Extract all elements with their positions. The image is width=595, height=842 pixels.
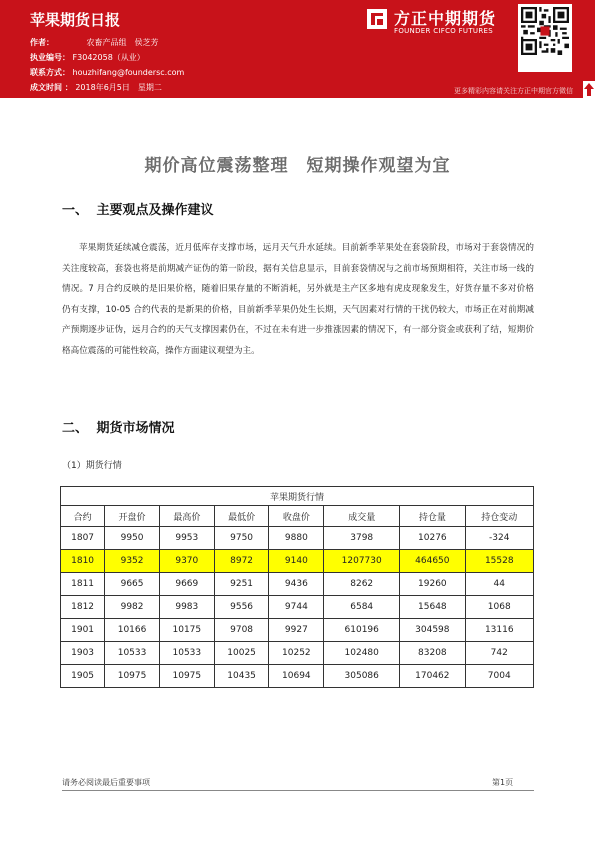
table-cell: 304598 <box>400 619 465 642</box>
table-cell: 1903 <box>61 642 105 665</box>
section-number: 一、 <box>62 203 89 218</box>
wechat-notice[interactable]: 更多精彩内容请关注方正中期官方微信 <box>454 87 573 95</box>
section-heading-1 <box>62 199 214 218</box>
table-cell: 10166 <box>105 619 160 642</box>
contact-value[interactable]: houzhifang@foundersc.com <box>72 68 185 77</box>
table-cell: 9665 <box>105 573 160 596</box>
table-cell: 15528 <box>465 550 533 573</box>
table-cell: 305086 <box>324 665 400 688</box>
table-cell: 9140 <box>269 550 324 573</box>
table-cell: 1901 <box>61 619 105 642</box>
logo-english-name: FOUNDER CIFCO FUTURES <box>394 27 493 35</box>
table-cell: 610196 <box>324 619 400 642</box>
table-cell: 10533 <box>159 642 214 665</box>
table-cell: 1905 <box>61 665 105 688</box>
table-cell: 9708 <box>214 619 269 642</box>
contact-label: 联系方式： <box>30 68 70 77</box>
header-cell: 持仓量 <box>400 506 465 527</box>
table-cell: 9982 <box>105 596 160 619</box>
date-line <box>30 82 162 93</box>
table-cell: 9750 <box>214 527 269 550</box>
table-cell: 8972 <box>214 550 269 573</box>
table-cell: 1811 <box>61 573 105 596</box>
table-row <box>61 527 534 550</box>
author-value: 农畜产品组 侯芝芳 <box>86 38 159 47</box>
table-cell: 6584 <box>324 596 400 619</box>
section-title: 期货市场情况 <box>96 421 175 436</box>
table-row <box>61 665 534 688</box>
qr-code[interactable] <box>518 4 572 72</box>
table-row <box>61 642 534 665</box>
header-cell: 合约 <box>61 506 105 527</box>
license-value: F3042058（从业） <box>72 53 145 62</box>
footer-disclaimer: 请务必阅读最后重要事项 <box>62 778 150 787</box>
table-cell: 10175 <box>159 619 214 642</box>
table-cell: 9352 <box>105 550 160 573</box>
date-label: 成文时间 ： <box>30 83 73 92</box>
table-cell: 9950 <box>105 527 160 550</box>
table-cell: 10975 <box>159 665 214 688</box>
contact-line <box>30 67 184 78</box>
author-line <box>30 37 159 48</box>
report-title: 苹果期货日报 <box>30 11 121 29</box>
table-cell: 10533 <box>105 642 160 665</box>
table-cell: 9927 <box>269 619 324 642</box>
table-cell: 1810 <box>61 550 105 573</box>
founder-logo-icon <box>365 7 389 31</box>
table-cell: 10252 <box>269 642 324 665</box>
table-cell: 742 <box>465 642 533 665</box>
table-cell: 8262 <box>324 573 400 596</box>
table-cell: 3798 <box>324 527 400 550</box>
section-heading-2 <box>62 417 175 436</box>
page-number: 第1页 <box>492 778 514 787</box>
table-cell: 170462 <box>400 665 465 688</box>
logo-chinese-name: 方正中期期货 <box>394 9 497 28</box>
table-cell: 15648 <box>400 596 465 619</box>
page-title: 期价高位震荡整理 短期操作观望为宜 <box>144 156 451 176</box>
table-row <box>61 619 534 642</box>
table-cell: 9370 <box>159 550 214 573</box>
qr-code-icon <box>521 7 569 55</box>
table-row <box>61 596 534 619</box>
table-cell: 1207730 <box>324 550 400 573</box>
main-paragraph: 苹果期货延续减仓震荡，近月低库存支撑市场，远月天气升水延续。目前新季苹果处在套袋阶段，市场对于套袋情况的关注度较高，套袋也将是前期减产证伪的第一阶段，据有关信息显示，目前套袋情况与之前市场预期相符，关注市场一线的情况。7 月合约反映的是旧果价格，随着旧果存量的不断消耗，另外就是主产区多地有虎皮现象发生，好货存量不多对价格仍有支撑，10-05 合约代表的是新果的价格，目前新季苹果仍处生长期，天气因素对行情的干扰仍较大，市场正在对前期减产预期逐步证伪，远月合约的天气支撑因素仍在，不过在未有进一步推涨因素的情况下，有一部分资金或获利了结，短期价格高位震荡的可能性较高，操作方面建议观望为主。 <box>62 243 534 356</box>
header-cell: 收盘价 <box>269 506 324 527</box>
table-cell: 19260 <box>400 573 465 596</box>
table-cell: 1807 <box>61 527 105 550</box>
author-label: 作者： <box>30 38 54 47</box>
header-cell: 最低价 <box>214 506 269 527</box>
table-cell: 9251 <box>214 573 269 596</box>
table-cell: 10435 <box>214 665 269 688</box>
table-row-highlighted <box>61 550 534 573</box>
table-cell: 7004 <box>465 665 533 688</box>
section-title: 主要观点及操作建议 <box>96 203 214 218</box>
table-cell: 464650 <box>400 550 465 573</box>
table-cell: 1068 <box>465 596 533 619</box>
table-cell: 9669 <box>159 573 214 596</box>
table-cell: 9436 <box>269 573 324 596</box>
table-cell: 102480 <box>324 642 400 665</box>
footer-divider <box>62 790 534 791</box>
table-cell: 10694 <box>269 665 324 688</box>
header-cell: 最高价 <box>159 506 214 527</box>
table-cell: 13116 <box>465 619 533 642</box>
license-label: 执业编号： <box>30 53 70 62</box>
table-cell: 44 <box>465 573 533 596</box>
subsection-label: （1）期货行情 <box>62 461 122 471</box>
header-cell: 成交量 <box>324 506 400 527</box>
report-header <box>0 0 595 98</box>
arrow-up-icon <box>583 81 595 98</box>
table-cell: 9556 <box>214 596 269 619</box>
table-cell: 1812 <box>61 596 105 619</box>
table-cell: 9744 <box>269 596 324 619</box>
table-cell: 83208 <box>400 642 465 665</box>
table-title: 苹果期货行情 <box>61 487 534 506</box>
section-number: 二、 <box>62 421 89 436</box>
date-value: 2018年6月5日 星期二 <box>75 83 162 92</box>
header-cell: 开盘价 <box>105 506 160 527</box>
table-header-row <box>61 506 534 527</box>
table-cell: 9983 <box>159 596 214 619</box>
table-cell: 10276 <box>400 527 465 550</box>
header-cell: 持仓变动 <box>465 506 533 527</box>
license-line <box>30 52 145 63</box>
table-row <box>61 573 534 596</box>
futures-quote-table <box>60 486 534 688</box>
table-cell: -324 <box>465 527 533 550</box>
table-cell: 10025 <box>214 642 269 665</box>
table-cell: 9953 <box>159 527 214 550</box>
table-cell: 9880 <box>269 527 324 550</box>
table-cell: 10975 <box>105 665 160 688</box>
